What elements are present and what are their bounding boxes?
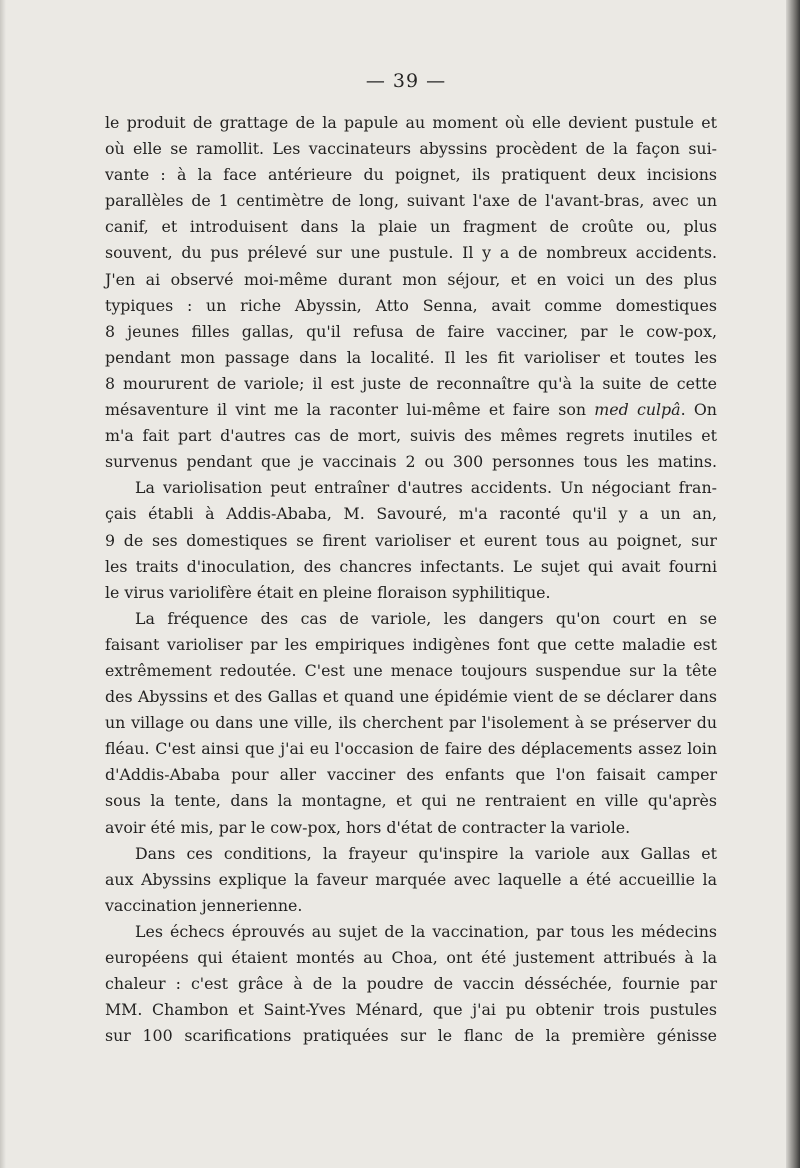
text-line: 8 moururent de variole; il est juste de reconnaître qu'à la suite de cette: [105, 373, 717, 393]
text-line: un village ou dans une ville, ils cherchent par l'isolement à se préserver du: [105, 713, 717, 733]
text-line: 8 jeunes filles gallas, qu'il refusa de faire vacciner, par le cow-pox,: [105, 321, 717, 341]
text-line: J'en ai observé moi-même durant mon séjour, et en voici un des plus: [105, 269, 717, 289]
paragraph-end-line: vaccination jennerienne.: [105, 895, 303, 915]
text-line: survenus pendant que je vaccinais 2 ou 300 personnes tous les matins.: [105, 452, 717, 472]
text-line: aux Abyssins explique la faveur marquée avec laquelle a été accueillie la: [105, 869, 717, 889]
text-line: parallèles de 1 centimètre de long, suivant l'axe de l'avant-bras, avec un: [105, 191, 717, 211]
page-number: — 39 —: [365, 70, 447, 92]
text-line: souvent, du pus prélevé sur une pustule. Il y a de nombreux accidents.: [105, 243, 717, 263]
text-line: çais établi à Addis-Ababa, M. Savouré, m'a raconté qu'il y a un an,: [105, 504, 717, 524]
text-line: sous la tente, dans la montagne, et qui ne rentraient en ville qu'après: [105, 791, 717, 811]
italic-phrase: med culpâ: [594, 400, 681, 420]
text-line: MM. Chambon et Saint-Yves Ménard, que j'ai pu obtenir trois pustules: [105, 1000, 717, 1020]
text-line: canif, et introduisent dans la plaie un fragment de croûte ou, plus: [105, 217, 717, 237]
text-line: faisant varioliser par les empiriques indigènes font que cette maladie est: [105, 634, 717, 654]
paragraph-end-line: avoir été mis, par le cow-pox, hors d'état de contracter la variole.: [105, 817, 631, 837]
text-line: chaleur : c'est grâce à de la poudre de vaccin désséchée, fournie par: [105, 974, 717, 994]
text-line: typiques : un riche Abyssin, Atto Senna, avait comme domestiques: [105, 295, 717, 315]
paragraph-start-line: La fréquence des cas de variole, les dangers qu'on court en se: [135, 608, 717, 628]
page-left-edge: [0, 0, 6, 1168]
text-line: m'a fait part d'autres cas de mort, suivis des mêmes regrets inutiles et: [105, 426, 717, 446]
paragraph-start-line: Dans ces conditions, la frayeur qu'inspire la variole aux Gallas et: [135, 843, 717, 863]
text-segment: . On: [680, 400, 717, 420]
body-text: [105, 110, 717, 1049]
text-segment: mésaventure il vint me la raconter lui-même et faire son: [105, 400, 587, 420]
text-line: européens qui étaient montés au Choa, ont été justement attribués à la: [105, 948, 717, 967]
page-binding-shadow: [786, 0, 800, 1168]
paragraph-start-line: La variolisation peut entraîner d'autres accidents. Un négociant fran-: [135, 478, 717, 498]
paragraph-end-line: le virus variolifère était en pleine floraison syphilitique.: [105, 582, 551, 602]
text-line: 9 de ses domestiques se firent varioliser et eurent tous au poignet, sur: [105, 530, 717, 550]
text-line-with-italic: [105, 397, 717, 423]
text-line: le produit de grattage de la papule au moment où elle devient pustule et: [105, 113, 717, 132]
text-line: extrêmement redoutée. C'est une menace toujours suspendue sur la tête: [105, 660, 717, 680]
text-line: où elle se ramollit. Les vaccinateurs abyssins procèdent de la façon sui-: [105, 139, 717, 159]
text-line: sur 100 scarifications pratiquées sur le flanc de la première génisse: [105, 1026, 717, 1046]
text-line: fléau. C'est ainsi que j'ai eu l'occasion de faire des déplacements assez loin: [105, 739, 717, 759]
text-line: pendant mon passage dans la localité. Il les fit varioliser et toutes les: [105, 347, 717, 367]
text-line: les traits d'inoculation, des chancres infectants. Le sujet qui avait fourni: [105, 556, 717, 576]
text-line: d'Addis-Ababa pour aller vacciner des enfants que l'on faisait camper: [105, 765, 717, 785]
text-line: des Abyssins et des Gallas et quand une épidémie vient de se déclarer dans: [105, 687, 717, 707]
paragraph-start-line: Les échecs éprouvés au sujet de la vaccination, par tous les médecins: [135, 921, 717, 941]
text-line: vante : à la face antérieure du poignet, ils pratiquent deux incisions: [105, 165, 717, 185]
